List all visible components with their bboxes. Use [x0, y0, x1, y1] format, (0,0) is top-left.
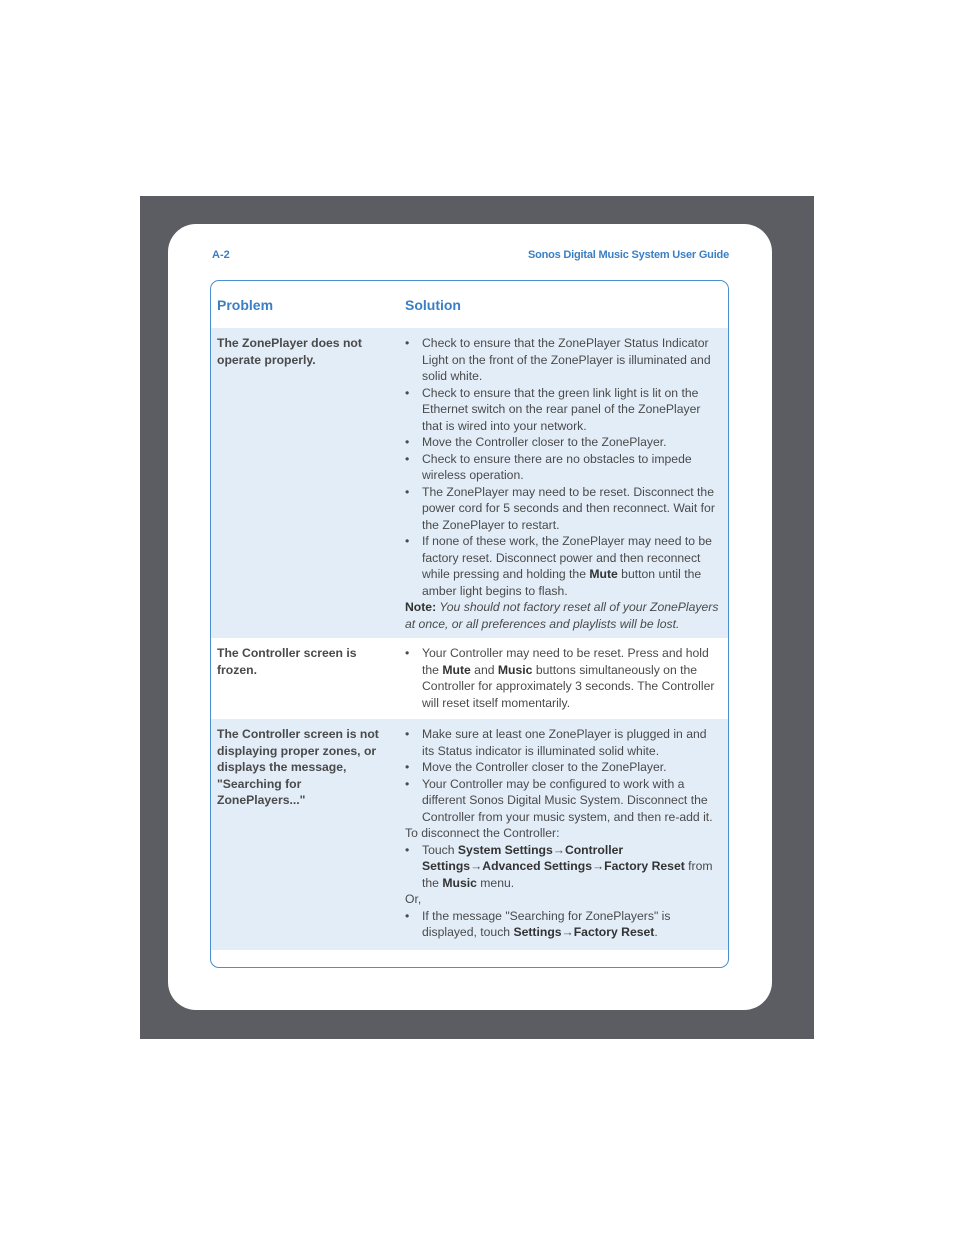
note-text: You should not factory reset all of your ZonePlayers at once, or all preferences and playlists will be lost.: [405, 600, 719, 631]
note: [405, 599, 721, 632]
music-menu-label: Music: [442, 875, 477, 890]
list-item: • Make sure at least one ZonePlayer is plugged in and its Status indicator is illuminated solid white.: [405, 726, 721, 759]
arrow-icon: →: [591, 859, 605, 873]
solution-list: [405, 908, 721, 941]
solution-list: [405, 645, 721, 711]
solution-cell: [405, 335, 721, 632]
list-text: menu.: [476, 875, 515, 890]
troubleshooting-table: [210, 280, 729, 968]
problem-column-header: Problem: [217, 297, 274, 313]
solution-list: [405, 335, 721, 599]
table-row: [211, 328, 728, 638]
problem-text: The Controller screen is not displaying proper zones, or displays the message, "Searching for ZonePlayers...": [217, 727, 379, 807]
mute-label: Mute: [442, 662, 471, 677]
arrow-icon: →: [470, 859, 483, 873]
problem-text: The Controller screen is frozen.: [217, 646, 357, 677]
guide-title: Sonos Digital Music System User Guide: [527, 249, 729, 261]
menu-path-factory-reset: Factory Reset: [604, 859, 685, 873]
menu-path-advanced-settings: Advanced Settings: [482, 859, 592, 873]
menu-path-controller-settings: Controller Settings: [422, 842, 624, 873]
list-text: Touch: [422, 842, 458, 857]
list-item: • Your Controller may be configured to work with a different Sonos Digital Music System. Disconnect the Controller from your music system, and then re-add it.: [405, 776, 721, 826]
note-label: Note:: [405, 600, 437, 614]
table-row: [211, 638, 728, 719]
list-text: from the: [422, 859, 713, 890]
list-item: • Move the Controller closer to the ZonePlayer.: [405, 434, 721, 451]
disconnect-intro: To disconnect the Controller:: [405, 826, 560, 840]
list-text: Your Controller may need to be reset. Press and hold the: [422, 646, 709, 677]
list-item: [405, 645, 721, 711]
solution-list: [405, 842, 721, 892]
list-item: • The ZonePlayer may need to be reset. Disconnect the power cord for 5 seconds and then reconnect. Wait for the ZonePlayer to restart.: [405, 484, 721, 534]
list-item: • Move the Controller closer to the ZonePlayer.: [405, 759, 721, 776]
arrow-icon: →: [561, 925, 574, 939]
table-row: [211, 719, 728, 950]
list-text: button until the amber light begins to flash.: [422, 567, 702, 598]
list-text: If none of these work, the ZonePlayer may need to be factory reset. Disconnect power and then reconnect while pressing and holding the: [422, 534, 712, 581]
list-text: If the message "Searching for ZonePlayers" is displayed, touch: [422, 908, 671, 939]
solution-cell: [405, 645, 721, 711]
page-number: A-2: [212, 249, 230, 261]
list-item: [405, 842, 721, 892]
or-text: Or,: [405, 892, 422, 906]
problem-text: The ZonePlayer does not operate properly.: [217, 336, 362, 367]
solution-cell: [405, 726, 721, 941]
mute-label: Mute: [589, 567, 618, 581]
list-item: • Check to ensure that the green link light is lit on the Ethernet switch on the rear panel of the ZonePlayer that is wired into your network.: [405, 385, 721, 435]
list-item: [405, 908, 721, 941]
list-item: [405, 533, 721, 599]
arrow-icon: →: [552, 842, 565, 857]
list-text: buttons simultaneously on the Controller for approximately 3 seconds. The Controller will reset itself momentarily.: [422, 662, 715, 710]
solution-column-header: Solution: [405, 297, 461, 313]
list-text: .: [654, 925, 658, 939]
menu-path-factory-reset: Factory Reset: [573, 925, 655, 939]
list-item: • Check to ensure that the ZonePlayer Status Indicator Light on the front of the ZonePlayer is illuminated and solid white.: [405, 335, 721, 385]
list-text: and: [470, 662, 498, 677]
solution-list: [405, 726, 721, 825]
menu-path-system-settings: System Settings: [457, 842, 553, 857]
menu-path-settings: Settings: [513, 925, 562, 939]
list-item: • Check to ensure there are no obstacles to impede wireless operation.: [405, 451, 721, 484]
music-label: Music: [497, 662, 533, 677]
